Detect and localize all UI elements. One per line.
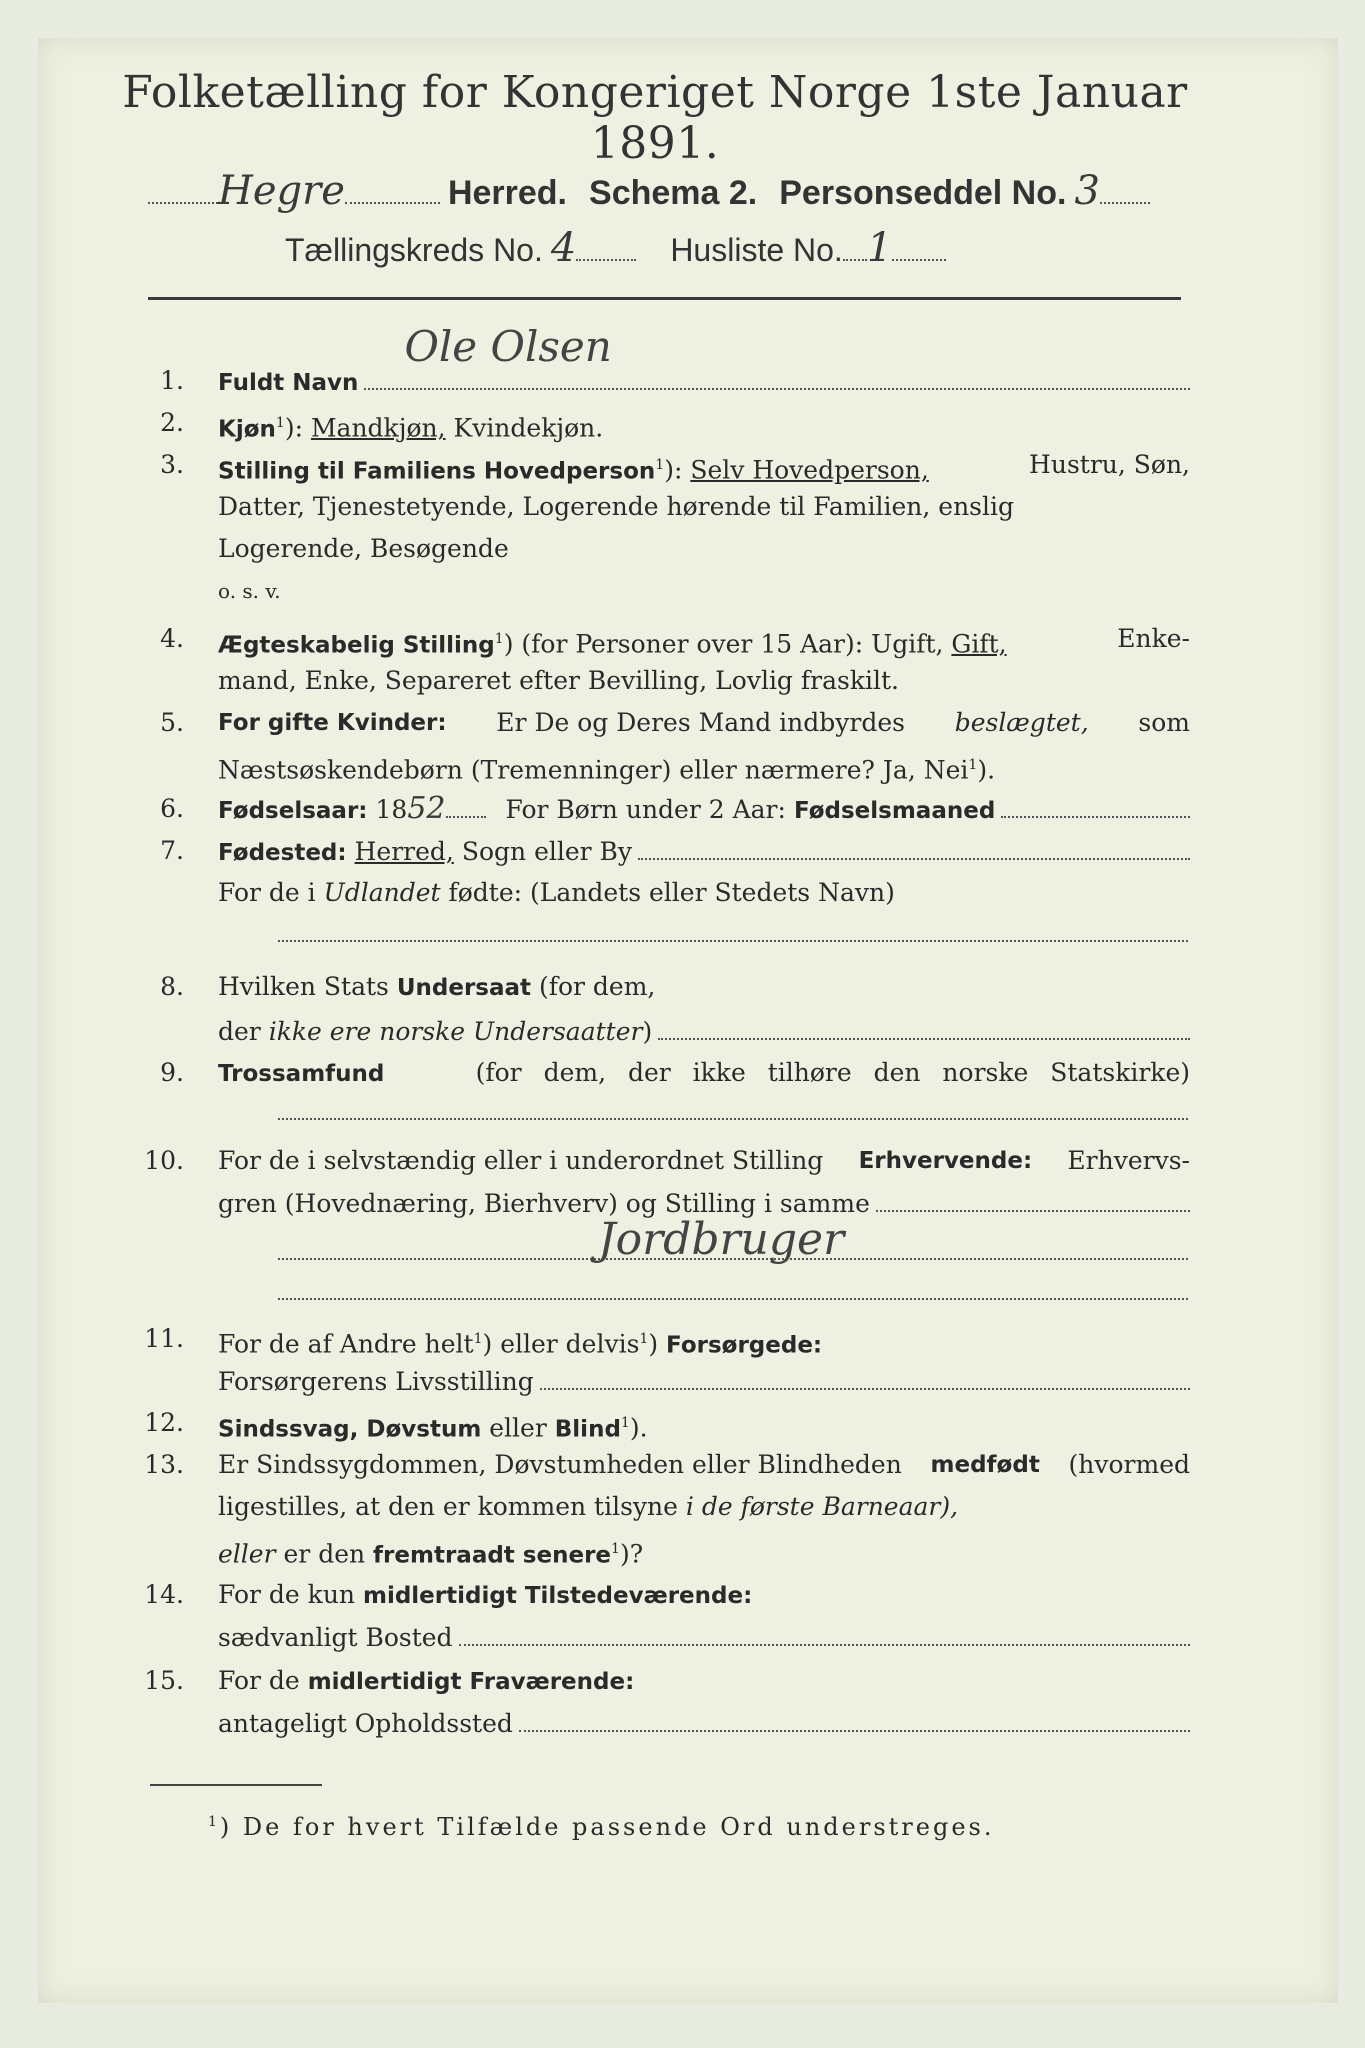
field-11-label: Forsørgede: [666, 1332, 823, 1359]
field-12-end: ). [629, 1413, 648, 1443]
field-7-line2-b: fødte: (Landets eller Stedets Navn) [448, 878, 895, 907]
field-6-value: 52 [407, 791, 446, 826]
field-7-line2-italic: Udlandet [323, 878, 441, 907]
field-5-label: For gifte Kvinder: [218, 710, 447, 736]
footnote [208, 1813, 994, 1841]
footnote-rule [150, 1784, 322, 1786]
field-14-line2-text: sædvanligt Bosted [218, 1623, 453, 1652]
field-7-number: 7. [160, 836, 184, 865]
field-6-number: 6. [160, 794, 184, 823]
field-5-number: 5. [160, 708, 184, 737]
field-13-line2-a: ligestilles, at den er kommen tilsyne [218, 1492, 678, 1521]
field-1-value: Ole Olsen [404, 322, 612, 371]
field-2-option: Kvindekjøn. [453, 413, 604, 443]
form-title: Folketælling for Kongeriget Norge 1ste Januar 1891. [122, 67, 1188, 169]
field-7-selected: Herred, [354, 837, 454, 866]
taellingskreds-label: Tællingskreds No. [285, 232, 543, 268]
field-10-label: Erhvervende: [858, 1148, 1033, 1174]
field-14-text: For de kun [218, 1580, 356, 1609]
field-12-number: 12. [144, 1408, 184, 1437]
husliste-number: 1 [866, 225, 893, 271]
field-13-text-a: Er Sindssygdommen, Døvstumheden eller Blindheden [218, 1450, 902, 1479]
field-13-text-b: (hvormed [1068, 1450, 1190, 1479]
field-13-line2-italic: i de første Barneaar), [685, 1492, 959, 1521]
field-8-text-a: Hvilken Stats [218, 972, 389, 1001]
field-1-number: 1. [160, 366, 184, 395]
field-12-label: Sindssvag, Døvstum [218, 1416, 482, 1443]
field-5-sup: 1 [968, 757, 978, 773]
field-13-label: medfødt [930, 1452, 1040, 1478]
field-7-blank-line [278, 940, 1188, 942]
personseddel-label: Personseddel No. [779, 174, 1067, 212]
field-4-after: Enke- [1117, 624, 1190, 653]
field-11-sup-a: 1 [473, 1331, 483, 1347]
field-10-text-b: Erhvervs- [1067, 1146, 1190, 1175]
field-1-label: Fuldt Navn [218, 370, 359, 396]
field-4-selected: Gift, [951, 629, 1007, 659]
field-6-label2: Fødselsmaaned [793, 798, 996, 824]
field-7-line2-a: For de i [218, 878, 316, 907]
field-13-line3-italic: eller [218, 1539, 276, 1569]
field-3-sup: 1 [655, 457, 665, 473]
field-8-line2-italic: ikke ere norske Undersaatter [268, 1017, 643, 1046]
field-12-sup: 1 [620, 1415, 630, 1431]
field-15-text: For de [218, 1666, 300, 1695]
herred-name: Hegre [218, 168, 345, 214]
field-15-line2-text: antageligt Opholdssted [218, 1709, 513, 1738]
field-10-blank-line [278, 1298, 1188, 1300]
field-10-answer-line [278, 1214, 1188, 1265]
husliste-label: Husliste No. [670, 232, 843, 268]
herred-label: Herred. [447, 174, 568, 212]
field-4-line2-text: mand, Enke, Separeret efter Bevilling, Lovlig fraskilt. [218, 666, 899, 695]
field-5-line2-end: ). [977, 755, 996, 785]
field-11-number: 11. [144, 1324, 184, 1353]
field-6-prefix: 18 [375, 795, 408, 824]
field-13-sup: 1 [611, 1541, 620, 1557]
field-10-line2-text: gren (Hovednæring, Bierhverv) og Stilling i samme [218, 1189, 870, 1218]
field-13-line3-a: er den [283, 1539, 366, 1569]
field-2-number: 2. [160, 408, 184, 437]
field-15-number: 15. [144, 1666, 184, 1695]
field-3-label: Stilling til Familiens Hovedperson [218, 458, 656, 485]
field-4-label: Ægteskabelig Stilling [218, 632, 495, 659]
field-7-text: Sogn eller By [461, 837, 633, 866]
field-5-line2-text: Næstsøskendebørn (Tremenninger) eller nærmere? Ja, Nei [218, 755, 969, 785]
field-13-number: 13. [144, 1450, 184, 1479]
field-3-line2-text: Datter, Tjenestetyende, Logerende hørende til Familien, enslig [218, 492, 1015, 521]
field-3-line4-text: o. s. v. [218, 579, 281, 603]
field-9-label: Trossamfund [218, 1061, 385, 1087]
field-11-line2-text: Forsørgerens Livsstilling [218, 1367, 534, 1396]
field-5-text: Er De og Deres Mand indbyrdes [496, 708, 905, 737]
field-2-sup: 1 [275, 415, 285, 431]
field-14-label: midlertidigt Tilstedeværende: [362, 1583, 753, 1609]
field-10-value: Jordbruger [598, 1214, 845, 1265]
field-15-label: midlertidigt Fraværende: [307, 1669, 635, 1695]
field-2-selected: Mandkjøn, [310, 413, 446, 443]
taellingskreds-line [285, 225, 946, 271]
field-12-text: eller [489, 1413, 547, 1443]
field-8-line2-a: der [218, 1017, 261, 1046]
field-3-colon: ): [664, 455, 683, 485]
taellingskreds-number: 4 [550, 225, 577, 271]
field-3-line3-text: Logerende, Besøgende [218, 534, 509, 563]
field-2-colon: ): [284, 413, 303, 443]
field-5-end: som [1138, 708, 1190, 737]
field-8-line2-b: ) [642, 1017, 653, 1046]
field-3-options: Hustru, Søn, [1029, 450, 1190, 479]
header-rule [148, 297, 1181, 300]
field-10-number: 10. [144, 1146, 184, 1175]
footnote-text: ) De for hvert Tilfælde passende Ord understreges. [219, 1813, 995, 1841]
herred-line [148, 168, 1188, 214]
field-4-number: 4. [160, 624, 184, 653]
field-8-number: 8. [160, 972, 184, 1001]
field-4-sup: 1 [494, 631, 504, 647]
field-13-line3-end: )? [619, 1539, 644, 1569]
field-13-line3-label: fremtraadt senere [373, 1542, 612, 1569]
field-14-number: 14. [144, 1580, 184, 1609]
field-12-label2: Blind [554, 1416, 621, 1443]
field-6-label: Fødselsaar: [218, 798, 368, 824]
field-9-number: 9. [160, 1058, 184, 1087]
field-7-label: Fødested: [218, 840, 347, 866]
field-3-selected: Selv Hovedperson, [690, 455, 929, 485]
field-9-text: (for dem, der ikke tilhøre den norske Statskirke) [475, 1058, 1190, 1087]
field-4-text: ) (for Personer over 15 Aar): Ugift, [503, 629, 944, 659]
footnote-sup: 1 [208, 1814, 220, 1830]
personseddel-number: 3 [1074, 168, 1100, 214]
field-8-label: Undersaat [396, 975, 532, 1001]
field-11-sup-b: 1 [639, 1331, 649, 1347]
field-6-text: For Børn under 2 Aar: [505, 795, 786, 824]
field-5-italic: beslægtet, [954, 708, 1089, 737]
field-8-text-b: (for dem, [538, 972, 656, 1001]
field-9-blank-line [278, 1118, 1188, 1120]
field-2-label: Kjøn [218, 416, 276, 443]
field-3-number: 3. [160, 450, 184, 479]
schema-label: Schema 2. [589, 174, 758, 212]
field-10-text-a: For de i selvstændig eller i underordnet Stilling [218, 1146, 824, 1175]
field-11-text-a: For de af Andre helt [218, 1329, 474, 1359]
field-11-text-b: ) eller delvis [482, 1329, 640, 1359]
